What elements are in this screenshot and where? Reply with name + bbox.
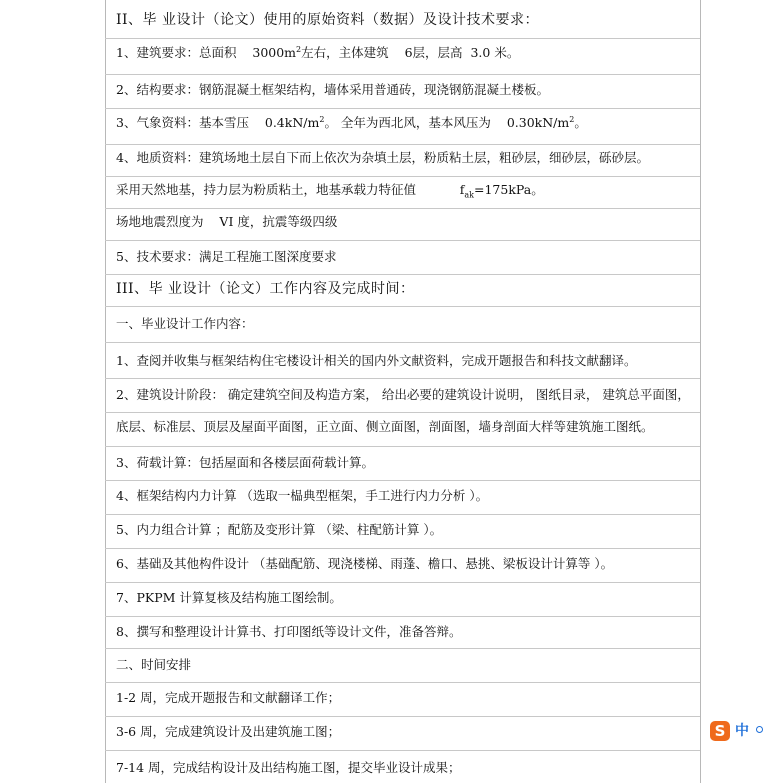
floor-height: 3.0 [470, 45, 491, 60]
task-row [105, 514, 700, 548]
section-3-title-row [105, 274, 700, 306]
task-item: 7、PKPM 计算复核及结构施工图绘制。 [116, 590, 342, 605]
schedule-title-row [105, 648, 700, 682]
building-floors: 6 [404, 45, 413, 60]
work-content-title: 一、毕业设计工作内容： [116, 316, 254, 331]
foundation-description: 采用天然地基，持力层为粉质粘土，地基承载力特征值 [116, 182, 417, 197]
foundation-text [116, 182, 544, 198]
snow-pressure: 0.4kN/m [264, 115, 320, 130]
geology-data-row [105, 144, 700, 176]
wind-pressure: 0.30kN/m [506, 115, 570, 130]
work-content-title-row [105, 306, 700, 342]
building-requirement-row [105, 38, 700, 74]
task-row [105, 548, 700, 582]
sogou-logo-icon[interactable]: S [710, 721, 730, 741]
schedule-item: 1-2 周，完成开题报告和文献翻译工作； [116, 690, 341, 705]
weather-data-text [116, 115, 587, 131]
bearing-capacity-value: =175kPa。 [474, 182, 544, 197]
structure-requirement-row [105, 74, 700, 108]
weather-suffix: 。 [574, 115, 587, 130]
wind-superscript: 2 [569, 114, 575, 124]
section-3-title: III、毕 业设计（论文）工作内容及完成时间： [116, 281, 415, 297]
task-item: 6、基础及其他构件设计 （基础配筋、现浇楼梯、雨蓬、檐口、悬挑、梁板设计计算等 ）。 [116, 556, 614, 571]
task-row [105, 378, 700, 412]
building-requirement-prefix: 1、建筑要求：总面积 [116, 45, 237, 60]
weather-data-row [105, 108, 700, 144]
bearing-capacity-symbol: f [459, 182, 465, 197]
section-2-title: II、毕 业设计（论文）使用的原始资料（数据）及设计技术要求： [116, 12, 540, 28]
task-item: 3、荷载计算：包括屋面和各楼层面荷载计算。 [116, 455, 374, 470]
schedule-row [105, 682, 700, 716]
task-row [105, 582, 700, 616]
seismic-prefix: 场地地震烈度为 [116, 214, 204, 229]
task-row [105, 342, 700, 378]
schedule-title: 二、时间安排 [116, 657, 192, 672]
task-row [105, 616, 700, 648]
task-row [105, 446, 700, 480]
task-row [105, 480, 700, 514]
floors-unit: 层，层高 [412, 45, 463, 60]
building-requirement-text [116, 45, 519, 61]
weather-mid: 。 全年为西北风，基本风压为 [324, 115, 491, 130]
schedule-row [105, 716, 700, 750]
geology-data-text: 4、地质资料：建筑场地土层自下而上依次为杂填土层，粉质粘土层，粗砂层，细砂层，砾砂层。 [116, 150, 649, 165]
building-area: 3000m [252, 45, 297, 60]
seismic-row [105, 208, 700, 240]
document-right-border [700, 0, 701, 783]
task-item: 4、框架结构内力计算 （选取一榀典型框架，手工进行内力分析 ）。 [116, 488, 489, 503]
task-row [105, 412, 700, 446]
ime-toolbar[interactable] [707, 719, 766, 743]
area-superscript: 2 [296, 44, 302, 54]
weather-prefix: 3、气象资料：基本雪压 [116, 115, 249, 130]
task-item: 8、撰写和整理设计计算书、打印图纸等设计文件，准备答辩。 [116, 624, 462, 639]
task-item: 5、内力组合计算 ；配筋及变形计算 （梁、柱配筋计算 ）。 [116, 522, 443, 537]
technical-requirement-text: 5、技术要求：满足工程施工图深度要求 [116, 249, 337, 264]
task-item: 1、查阅并收集与框架结构住宅楼设计相关的国内外文献资料，完成开题报告和科技文献翻译。 [116, 353, 637, 368]
seismic-text [116, 214, 337, 230]
task-item: 底层、标准层、顶层及屋面平面图，正立面、侧立面图，剖面图，墙身剖面大样等建筑施工图纸。 [116, 419, 654, 434]
task-item: 2、建筑设计阶段： 确定建筑空间及构造方案， 给出必要的建筑设计说明， 图纸目录， 建筑总平面图， [116, 387, 690, 402]
height-unit: 米。 [494, 45, 520, 60]
ime-punctuation-icon[interactable] [756, 726, 763, 733]
schedule-item: 3-6 周，完成建筑设计及出建筑施工图； [116, 724, 341, 739]
structure-requirement-text: 2、结构要求：钢筋混凝土框架结构，墙体采用普通砖，现浇钢筋混凝土楼板。 [116, 82, 549, 97]
technical-requirement-row [105, 240, 700, 274]
bearing-capacity-subscript: ak [464, 190, 474, 200]
seismic-suffix: 度，抗震等级四级 [237, 214, 338, 229]
snow-superscript: 2 [319, 114, 325, 124]
building-requirement-mid: 左右，主体建筑 [301, 45, 389, 60]
foundation-row [105, 176, 700, 208]
schedule-item: 7-14 周，完成结构设计及出结构施工图，提交毕业设计成果； [116, 760, 461, 775]
ime-mode-indicator[interactable]: 中 [735, 723, 749, 739]
seismic-grade: VI [219, 214, 234, 229]
schedule-row [105, 750, 700, 783]
section-2-title-row [105, 0, 700, 38]
